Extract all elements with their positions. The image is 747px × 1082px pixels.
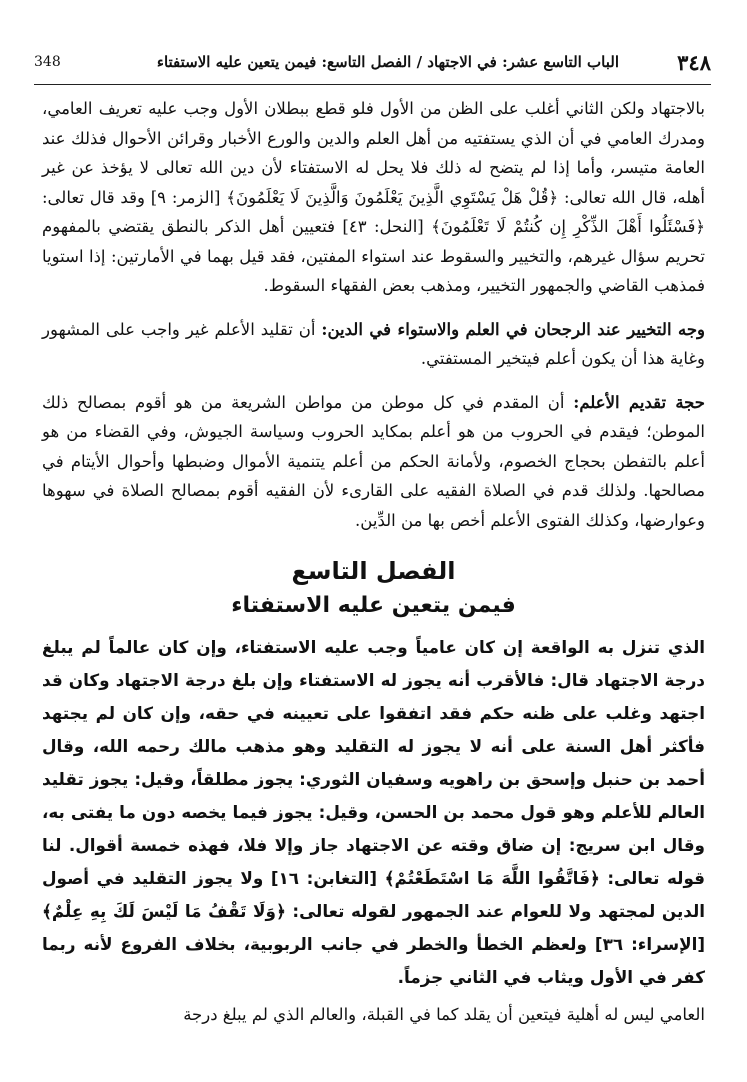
running-header-title: الباب التاسع عشر: في الاجتهاد / الفصل التاسع: فيمن يتعين عليه الاستفتاء <box>156 53 619 71</box>
running-header <box>34 48 711 85</box>
paragraph-4: الذي تنزل به الواقعة إن كان عامياً وجب عليه الاستفتاء، وإن كان عالماً لم يبلغ درجة الاجتهاد قال: فالأقرب أنه يجوز له الاستفتاء وإن بلغ درجة الاجتهاد وكان قد اجتهد وغلب على ظنه حكم فقد اتفقوا على تعيينه في حقه، وإن كان لم يجتهد فأكثر أهل السنة على أنه لا يجوز له التقليد وهو مذهب مالك رحمه الله، وقال أحمد بن حنبل وإسحق بن راهويه وسفيان الثوري: يجوز مطلقاً، وقيل: يجوز تقليد العالم للأعلم وهو قول محمد بن الحسن، وقيل: يجوز فيما يخصه دون ما يفتى به، وقال ابن سريج: إن ضاق وقته عن الاجتهاد جاز وإلا فلا، فهذه خمسة أقوال. لنا قوله تعالى: ﴿فَاتَّقُوا اللَّهَ مَا اسْتَطَعْتُمْ﴾ [التغابن: ١٦] ولا يجوز التقليد في أصول الدين لمجتهد ولا للعوام عند الجمهور لقوله تعالى: ﴿وَلَا تَقْفُ مَا لَيْسَ لَكَ بِهِ عِلْمٌ﴾ [الإسراء: ٣٦] ولعظم الخطأ والخطر في جانب الربوبية، بخلاف الفروع لأنه ربما كفر في الأول ويثاب في الثاني جزماً. <box>42 637 705 987</box>
paragraph-1: بالاجتهاد ولكن الثاني أغلب على الظن من الأول فلو قطع ببطلان الأول وجب عليه تعريف العامي، ومدرك العامي في أن الذي يستفتيه من أهل العلم والدين والورع الأخبار وقرائن الأحوال فذلك عند العامة متيسر، وأما إذا لم يتضح له ذلك فلا يحل له الاستفتاء لأن دين الله تعالى لا يؤخذ عن غير أهله، قال الله تعالى: ﴿قُلْ هَلْ يَسْتَوِي الَّذِينَ يَعْلَمُونَ وَالَّذِينَ لَا يَعْلَمُونَ﴾ [الزمر: ٩] وقد قال تعالى: ﴿فَسْئَلُوا أَهْلَ الذِّكْرِ إِن كُنتُمْ لَا تَعْلَمُونَ﴾ [النحل: ٤٣] فتعيين أهل الذكر بالنطق يقتضي بالمفهوم تحريم سؤال غيرهم، والتخيير والسقوط عند استواء المفتين، فقد قيل بهما في الأمارتين: إذا استويا فمذهب القاضي والجمهور التخيير، ومذهب بعض الفقهاء السقوط. <box>42 99 706 295</box>
chapter-title: الفصل التاسع <box>291 557 456 585</box>
paragraph-2-lead: وجه التخيير عند الرجحان في العلم والاستواء في الدين: <box>321 319 705 339</box>
page-number-latin: 348 <box>34 54 61 70</box>
paragraph-2-text: أن تقليد الأعلم غير واجب على المشهور وغاية هذا أن يكون أعلم فيتخير المستفتي. <box>42 319 705 368</box>
paragraph-3-text: أن المقدم في كل موطن من مواطن الشريعة من هو أقوم بمصالح ذلك الموطن؛ فيقدم في الحروب من هو أعلم بمكايد الحروب وسياسة الجيوش، وفي القضاء من هو أعلم بالتفطن بحجاج الخصوم، ولأمانة الحكم من أعلم يتنمية الأموال وضبطها وأحوال الأيتام في مصالحها. ولذلك قدم في الصلاة الفقيه على القارىء لأن الفقيه أقوم بمصالح الصلاة في سهوها وعوارضها، وكذلك الفتوى الأعلم أخص بها من الدِّين. <box>42 392 705 530</box>
chapter-subtitle: فيمن يتعين عليه الاستفتاء <box>231 593 516 618</box>
paragraph-3 <box>42 388 705 536</box>
paragraph-3-lead: حجة تقديم الأعلم: <box>573 392 706 412</box>
paragraph-2 <box>42 315 705 374</box>
paragraph-5: العامي ليس له أهلية فيتعين أن يقلد كما في القبلة، والعالم الذي لم يبلغ درجة <box>183 1005 705 1024</box>
page-body <box>42 94 705 1029</box>
page-number-arabic: ٣٤٨ <box>677 50 711 75</box>
